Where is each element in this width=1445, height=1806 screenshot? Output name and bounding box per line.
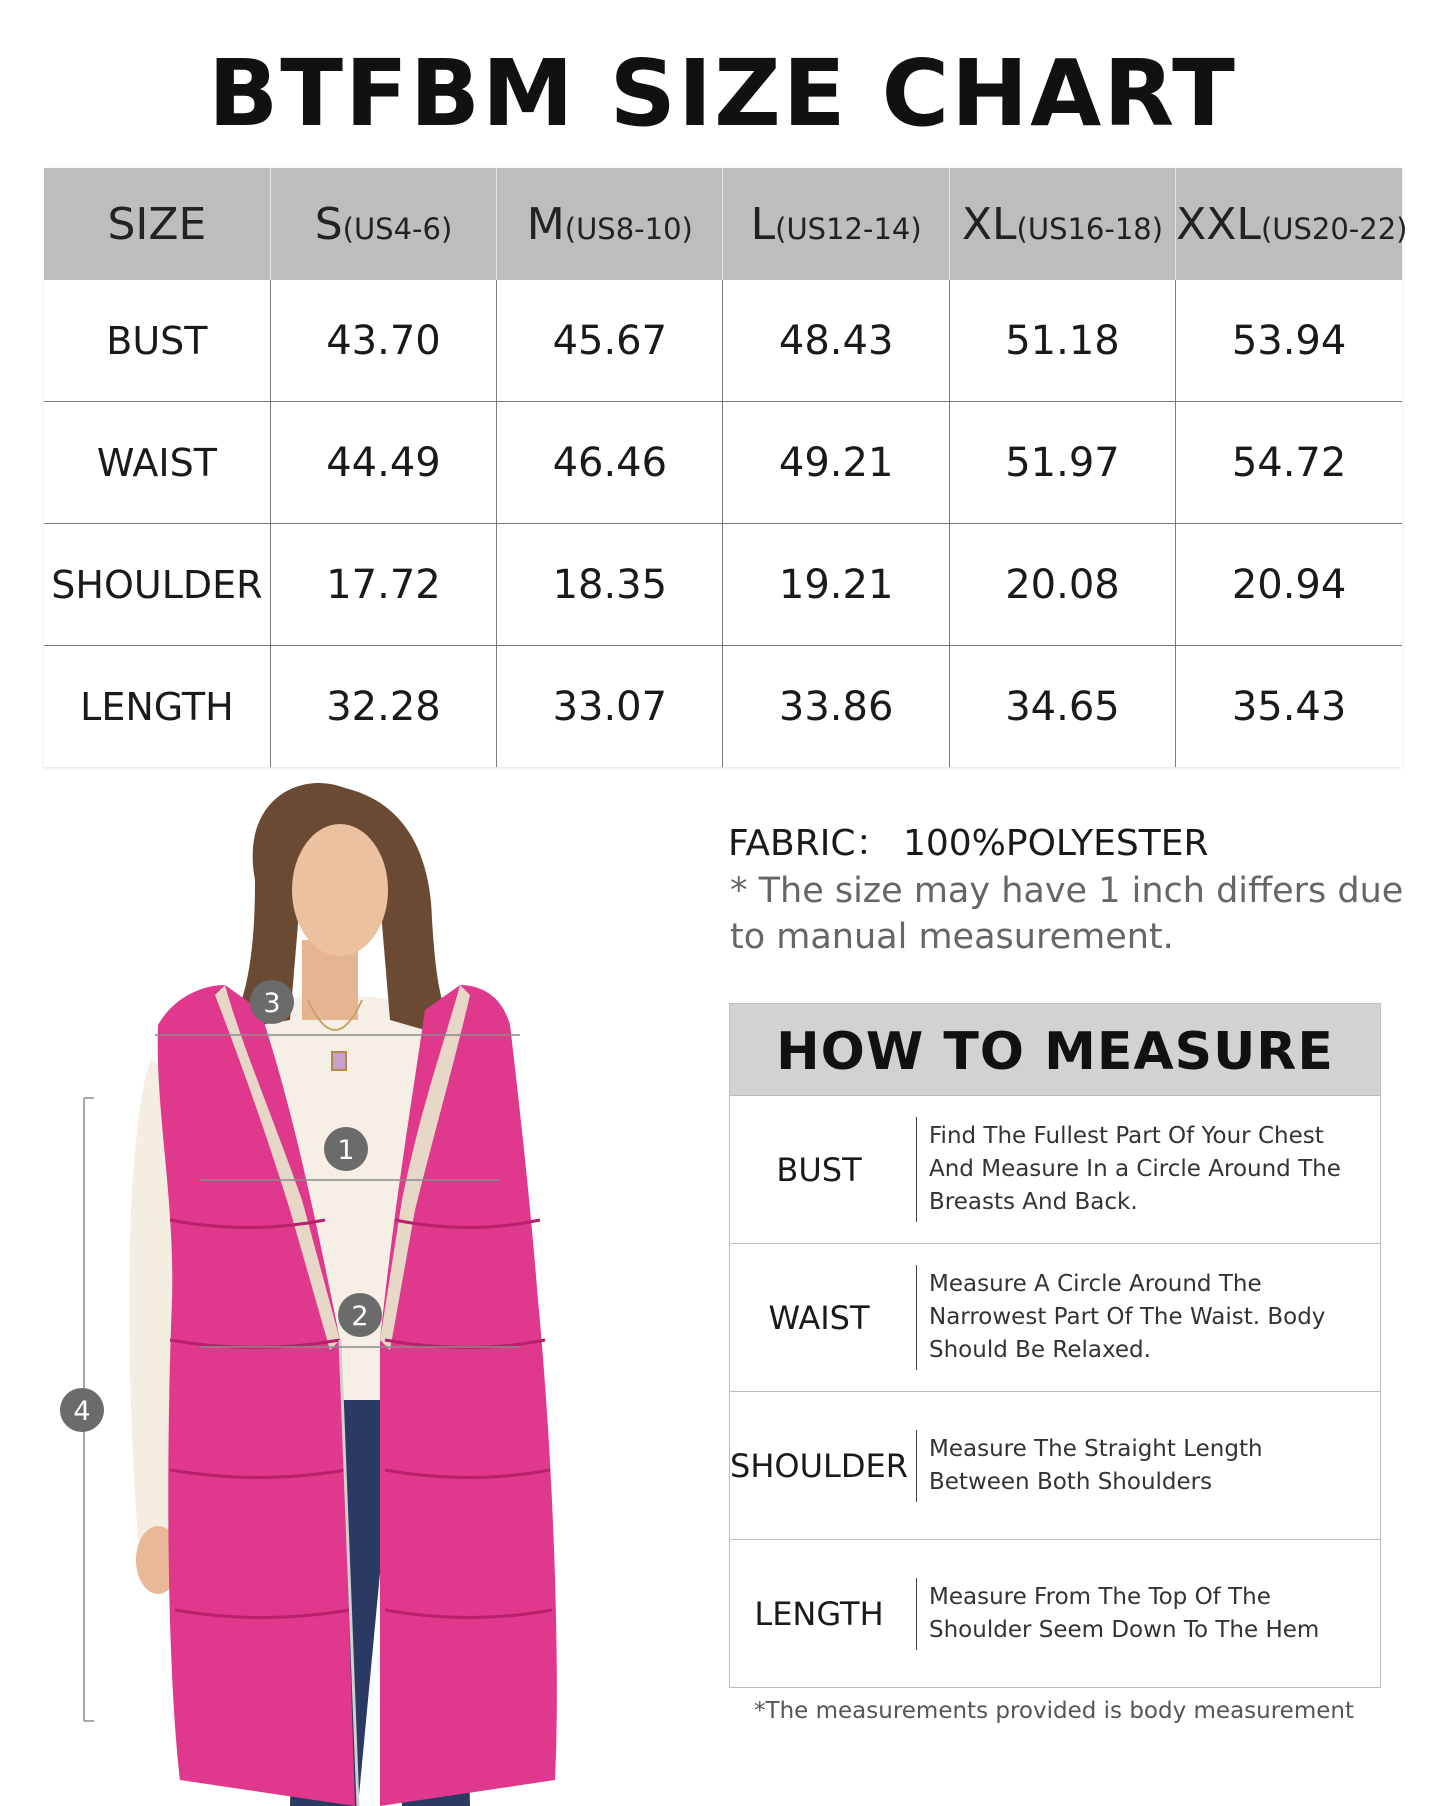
- marker-bust: [324, 1127, 368, 1171]
- cell-value: 54.72: [1176, 402, 1402, 524]
- marker-label: 3: [263, 988, 281, 1019]
- row-label: LENGTH: [80, 684, 234, 729]
- measure-row-waist: [730, 1243, 1380, 1391]
- size-header-row: [44, 168, 1402, 280]
- measure-desc: Find The Fullest Part Of Your Chest And Measure In a Circle Around The Breasts And Back.: [916, 1117, 1369, 1222]
- cell-value: 33.86: [723, 646, 949, 768]
- measure-row-length: [730, 1539, 1380, 1687]
- pendant: [332, 1052, 346, 1070]
- table-row-bust: [44, 280, 1402, 402]
- size-col-xl: [949, 168, 1175, 280]
- cell-value: 48.43: [723, 280, 949, 402]
- marker-length: [60, 1388, 104, 1432]
- row-label: SHOULDER: [44, 524, 270, 646]
- how-to-measure-heading: HOW TO MEASURE: [730, 1004, 1380, 1095]
- size-main: S: [314, 198, 343, 250]
- cell-value: 44.49: [270, 402, 496, 524]
- fabric-info: FABRIC： 100%POLYESTER: [728, 823, 1209, 864]
- table-row-length: [44, 646, 1402, 768]
- marker-label: 1: [337, 1135, 355, 1166]
- measure-label: LENGTH: [754, 1594, 884, 1633]
- size-header-label: SIZE: [44, 168, 270, 280]
- cell-value: 20.94: [1176, 524, 1402, 646]
- measure-row-shoulder: [730, 1391, 1380, 1539]
- size-main: L: [750, 198, 776, 250]
- measure-label: WAIST: [768, 1298, 870, 1337]
- model-photo: [40, 780, 680, 1806]
- size-chart-table: [44, 168, 1408, 767]
- marker-label: 2: [351, 1301, 369, 1332]
- measure-label: BUST: [776, 1150, 862, 1189]
- row-label: WAIST: [44, 402, 270, 524]
- cell-value: 20.08: [949, 524, 1175, 646]
- footnote: *The measurements provided is body measurement: [754, 1698, 1354, 1724]
- size-note: * The size may have 1 inch differs due to manual measurement.: [730, 871, 1404, 957]
- size-col-l: [723, 168, 949, 280]
- size-sub: (US8-10): [564, 211, 693, 246]
- marker-label: 4: [73, 1396, 91, 1427]
- size-main: XL: [961, 198, 1017, 250]
- cell-value: 45.67: [497, 280, 723, 402]
- size-main: XXL: [1176, 198, 1261, 250]
- measure-desc: Measure The Straight Length Between Both Shoulders: [916, 1430, 1369, 1502]
- size-sub: (US12-14): [775, 211, 922, 246]
- cell-value: 18.35: [497, 524, 723, 646]
- cell-value: 53.94: [1176, 280, 1402, 402]
- cell-value: 49.21: [723, 402, 949, 524]
- cell-value: 43.70: [270, 280, 496, 402]
- size-col-xxl: [1176, 168, 1408, 280]
- size-sub: (US4-6): [342, 211, 453, 246]
- cell-value: 51.97: [949, 402, 1175, 524]
- table-row-shoulder: [44, 524, 1402, 646]
- cell-value: 46.46: [497, 402, 723, 524]
- measure-desc: Measure From The Top Of The Shoulder Seem Down To The Hem: [916, 1578, 1369, 1650]
- cell-value: 19.21: [723, 524, 949, 646]
- cell-value: 32.28: [270, 646, 496, 768]
- size-sub: (US20-22): [1260, 211, 1408, 246]
- measure-row-bust: [730, 1095, 1380, 1243]
- measure-label: SHOULDER: [730, 1446, 908, 1485]
- how-to-measure-table: [729, 1003, 1381, 1688]
- cell-value: 33.07: [497, 646, 723, 768]
- page-title: BTFBM SIZE CHART: [208, 40, 1237, 147]
- row-label: BUST: [44, 280, 270, 402]
- measure-desc: Measure A Circle Around The Narrowest Part Of The Waist. Body Should Be Relaxed.: [916, 1265, 1369, 1370]
- cell-value: 35.43: [1176, 646, 1402, 768]
- marker-waist: [338, 1293, 382, 1337]
- table-row-waist: [44, 402, 1402, 524]
- cell-value: 51.18: [949, 280, 1175, 402]
- size-sub: (US16-18): [1016, 211, 1164, 246]
- size-col-s: [270, 168, 496, 280]
- cell-value: 17.72: [270, 524, 496, 646]
- size-main: M: [526, 198, 565, 250]
- face: [292, 824, 388, 956]
- cell-value: 34.65: [949, 646, 1175, 768]
- size-col-m: [497, 168, 723, 280]
- marker-shoulder: [250, 980, 294, 1024]
